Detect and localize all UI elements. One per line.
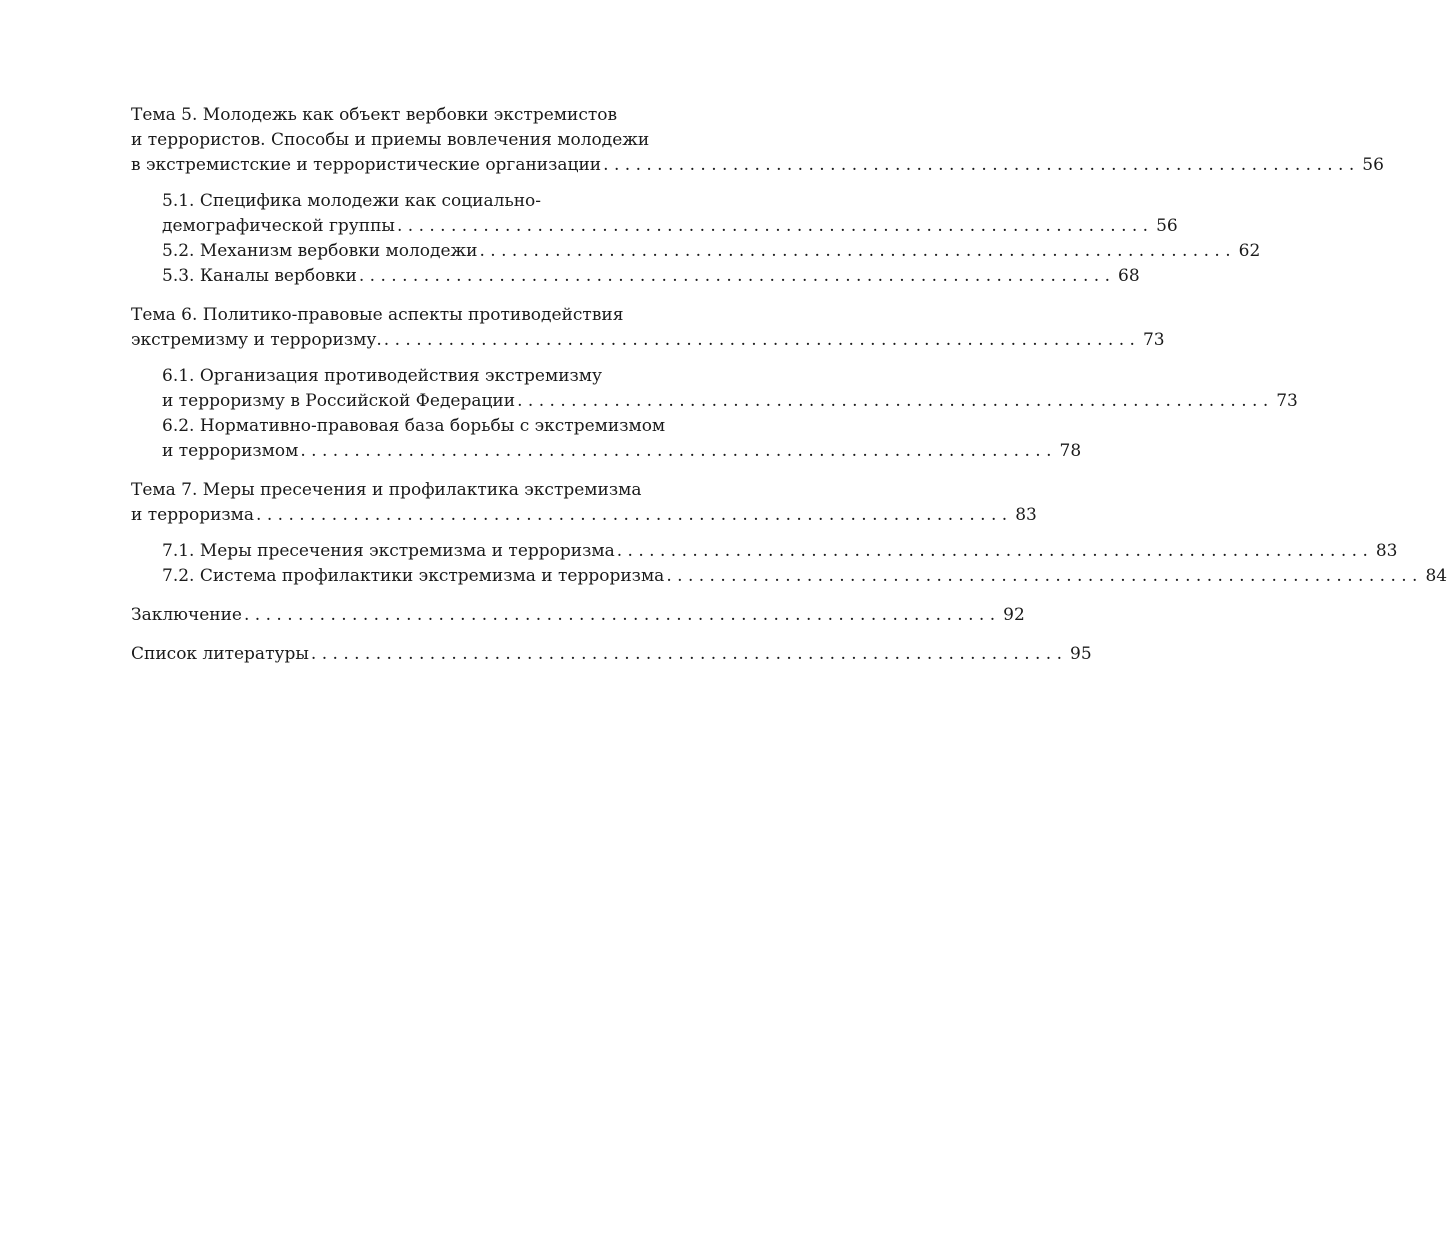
toc-entry-title-line: и террористов. Способы и приемы вовлечения молодежи <box>131 130 650 150</box>
toc-section-entry[interactable] <box>131 239 1261 264</box>
toc-entry-title: демографической группы <box>162 216 395 236</box>
dot-leader: . . . . . . . . . . . . . . . . . . . . . . . . . . . . . . . . . . . . . . . . . . . . . . . . . . . . . . . . . . . . . . . . . . . . . . <box>310 644 1063 664</box>
toc-entry-last-line <box>162 214 1178 239</box>
toc-entry-title: и терроризмом <box>162 441 299 461</box>
toc-entry-title: Заключение <box>131 605 242 625</box>
toc-chapter-entry[interactable] <box>131 103 1384 178</box>
dot-leader: . . . . . . . . . . . . . . . . . . . . . . . . . . . . . . . . . . . . . . . . . . . . . . . . . . . . . . . . . . . . . . . . . . . . . . <box>616 541 1368 561</box>
toc-entry-title-line: 6.1. Организация противодействия экстремизму <box>162 366 603 386</box>
dot-leader: . . . . . . . . . . . . . . . . . . . . . . . . . . . . . . . . . . . . . . . . . . . . . . . . . . . . . . . . . . . . . . . . . . . . . . <box>479 241 1231 261</box>
dot-leader: . . . . . . . . . . . . . . . . . . . . . . . . . . . . . . . . . . . . . . . . . . . . . . . . . . . . . . . . . . . . . . . . . . . . . . <box>517 391 1269 411</box>
toc-page-number: 68 <box>1118 266 1140 286</box>
toc-section-entry[interactable] <box>131 364 1298 414</box>
toc-entry-title: 5.2. Механизм вербовки молодежи <box>162 241 478 261</box>
dot-leader: . . . . . . . . . . . . . . . . . . . . . . . . . . . . . . . . . . . . . . . . . . . . . . . . . . . . . . . . . . . . . . . . . . . . . . <box>256 505 1008 525</box>
toc-entry-last-line <box>162 264 1140 289</box>
table-of-contents <box>131 103 1447 667</box>
toc-entry-last-line <box>131 603 1025 628</box>
toc-entry-title-line: 5.1. Специфика молодежи как социально- <box>162 191 542 211</box>
toc-entry-title-line: 6.2. Нормативно-правовая база борьбы с экстремизмом <box>162 416 666 436</box>
toc-page-number: 56 <box>1156 216 1178 236</box>
toc-page-number: 73 <box>1276 391 1298 411</box>
toc-entry-last-line <box>162 539 1398 564</box>
toc-section-entry[interactable] <box>131 564 1447 589</box>
toc-entry-title-line: Тема 6. Политико-правовые аспекты противодействия <box>131 305 624 325</box>
toc-entry-title: 7.1. Меры пресечения экстремизма и терроризма <box>162 541 615 561</box>
toc-page-number: 73 <box>1142 330 1165 350</box>
toc-entry-title: и терроризму в Российской Федерации <box>162 391 516 411</box>
toc-chapter-entry[interactable] <box>131 478 1037 528</box>
toc-entry-last-line <box>162 439 1082 464</box>
toc-entry-title: Список литературы <box>131 644 309 664</box>
toc-entry-title: и терроризма <box>131 505 255 525</box>
toc-page-number: 83 <box>1015 505 1037 525</box>
toc-entry-last-line <box>162 564 1447 589</box>
toc-entry-last-line <box>162 239 1261 264</box>
toc-section-entry[interactable] <box>131 414 1082 464</box>
toc-chapter-entry[interactable] <box>131 603 1025 628</box>
dot-leader: . . . . . . . . . . . . . . . . . . . . . . . . . . . . . . . . . . . . . . . . . . . . . . . . . . . . . . . . . . . . . . . . . . . . . . <box>243 605 996 625</box>
toc-entry-title: в экстремистские и террористические организации <box>131 155 602 175</box>
toc-page-number: 92 <box>1003 605 1025 625</box>
toc-entry-last-line <box>131 503 1037 528</box>
toc-section-entry[interactable] <box>131 189 1178 239</box>
toc-chapter-entry[interactable] <box>131 303 1165 353</box>
toc-page-number: 56 <box>1362 155 1384 175</box>
dot-leader: . . . . . . . . . . . . . . . . . . . . . . . . . . . . . . . . . . . . . . . . . . . . . . . . . . . . . . . . . . . . . . . . . . . . . . <box>666 566 1418 586</box>
toc-entry-last-line <box>131 328 1165 353</box>
toc-page-number: 84 <box>1425 566 1447 586</box>
dot-leader: . . . . . . . . . . . . . . . . . . . . . . . . . . . . . . . . . . . . . . . . . . . . . . . . . . . . . . . . . . . . . . . . . . . . . . <box>383 330 1135 350</box>
toc-entry-title: 7.2. Система профилактики экстремизма и терроризма <box>162 566 665 586</box>
toc-entry-title-line: Тема 7. Меры пресечения и профилактика экстремизма <box>131 480 642 500</box>
dot-leader: . . . . . . . . . . . . . . . . . . . . . . . . . . . . . . . . . . . . . . . . . . . . . . . . . . . . . . . . . . . . . . . . . . . . . . <box>396 216 1149 236</box>
toc-entry-last-line <box>162 389 1298 414</box>
toc-page-number: 78 <box>1059 441 1082 461</box>
dot-leader: . . . . . . . . . . . . . . . . . . . . . . . . . . . . . . . . . . . . . . . . . . . . . . . . . . . . . . . . . . . . . . . . . . . . . . <box>300 441 1052 461</box>
toc-entry-title-line: Тема 5. Молодежь как объект вербовки экстремистов <box>131 105 618 125</box>
toc-entry-last-line <box>131 153 1384 178</box>
toc-page-number: 83 <box>1375 541 1398 561</box>
toc-entry-title: экстремизму и терроризму. <box>131 330 382 350</box>
toc-entry-last-line <box>131 642 1092 667</box>
toc-page-number: 62 <box>1238 241 1261 261</box>
toc-section-entry[interactable] <box>131 264 1140 289</box>
toc-chapter-entry[interactable] <box>131 642 1092 667</box>
dot-leader: . . . . . . . . . . . . . . . . . . . . . . . . . . . . . . . . . . . . . . . . . . . . . . . . . . . . . . . . . . . . . . . . . . . . . . <box>358 266 1110 286</box>
toc-entry-title: 5.3. Каналы вербовки <box>162 266 357 286</box>
toc-section-entry[interactable] <box>131 539 1398 564</box>
dot-leader: . . . . . . . . . . . . . . . . . . . . . . . . . . . . . . . . . . . . . . . . . . . . . . . . . . . . . . . . . . . . . . . . . . . . . . <box>603 155 1355 175</box>
toc-page-number: 95 <box>1070 644 1092 664</box>
